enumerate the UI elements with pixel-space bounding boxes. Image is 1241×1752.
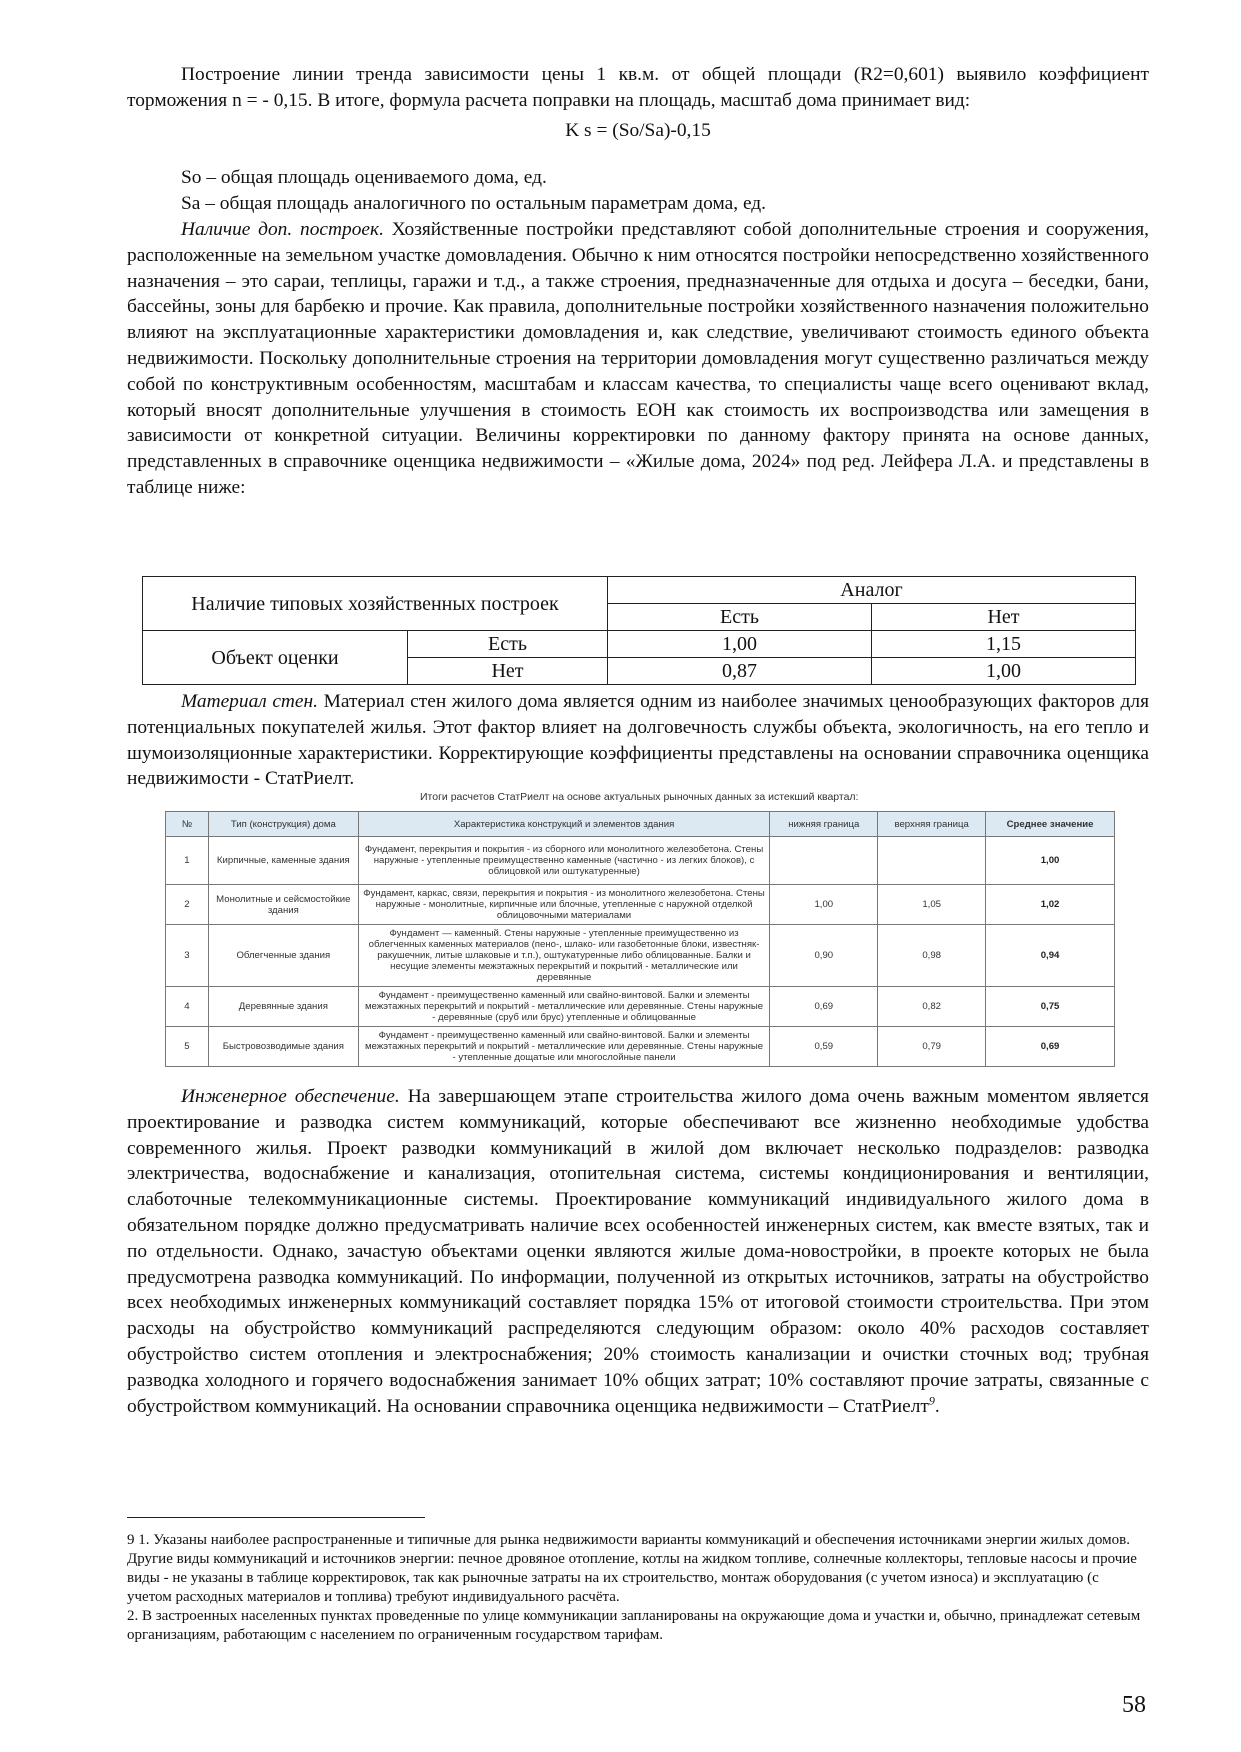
- average-value: 0,75: [986, 987, 1115, 1027]
- walls-heading: Материал стен.: [181, 691, 319, 712]
- table1-cell: 1,15: [872, 631, 1136, 658]
- table2-header: №: [166, 812, 209, 837]
- table-row: [166, 925, 1115, 987]
- table-row: [166, 885, 1115, 925]
- table1-cell: 1,00: [608, 631, 872, 658]
- footnote-1: 9 1. Указаны наиболее распространенные и типичные для рынка недвижимости варианты коммуникаций и обеспечения источниками энергии жилых домов. Другие виды коммуникаций и источников энергии: печное дровяное отопление, котлы на жидком топливе, солнечные коллекторы, тепловые насосы и прочие виды - не указаны в таблице корректировок, так как рыночные затраты на их строительство, монтаж оборудования (с учетом износа) и эксплуатацию (с учетом расходных материалов и топлива) требуют индивидуального расчёта.: [127, 1532, 1137, 1605]
- engineering-text: На завершающем этапе строительства жилого дома очень важным моментом является проектирование и разводка систем коммуникаций, которые обеспечивают все жизненно необходимые удобства современного жилья. Проект разводки коммуникаций в жилой дом включает несколько подразделов: разводка электричества, водоснабжение и канализация, отопительная система, системы кондиционирования и вентиляции, слаботочные телекоммуникационные системы. Проектирование коммуникаций индивидуального жилого дома в обязательном порядке должно предусматривать наличие всех особенностей инженерных систем, как вместе взятых, так и по отдельности. Однако, зачастую объектами оценки являются жилые дома-новостройки, в проекте которых не была предусмотрена разводка коммуникаций. По информации, полученной из открытых источников, затраты на обустройство всех необходимых инженерных коммуникаций составляет порядка 15% от итоговой стоимости строительства. При этом расходы на обустройство коммуникаций распределяются следующим образом: около 40% расходов составляет обустройство систем отопления и электроснабжения; 20% стоимость канализации и очистки сточных вод; трубная разводка холодного и горячего водоснабжения занимает 10% общих затрат; 10% составляют прочие затраты, связанные с обустройством коммуникаций. На основании справочника оценщика недвижимости – СтатРиелт: [127, 1086, 1149, 1417]
- outbuildings-text: Хозяйственные постройки представляют собой дополнительные строения и сооружения, расположенные на земельном участке домовладения. Обычно к ним относятся постройки непосредственно хозяйственного назначения – это сараи, теплицы, гаражи и т.д., а также строения, предназначенные для отдыха и досуга – беседки, бани, бассейны, зоны для барбекю и прочие. Как правила, дополнительные постройки хозяйственного назначения положительно влияют на эксплуатационные характеристики домовладения и, как следствие, увеличивают стоимость единого объекта недвижимости. Поскольку дополнительные строения на территории домовладения могут существенно различаться между собой по конструктивным особенностям, масштабам и классам качества, то специалисты чаще всего оценивают вклад, который вносят дополнительные улучшения в стоимость ЕОН как стоимость их воспроизводства или замещения в зависимости от конкретной ситуации. Величины корректировки по данному фактору принята на основе данных, представленных в справочнике оценщика недвижимости – «Жилые дома, 2024» под ред. Лейфера Л.А. и представлены в таблице ниже:: [127, 218, 1149, 498]
- wall-material-table: [165, 811, 1115, 1067]
- upper-bound: 1,05: [878, 885, 986, 925]
- row-number: 3: [166, 925, 209, 987]
- upper-bound: 0,79: [878, 1027, 986, 1067]
- construction-description: Фундамент - преимущественно каменный или свайно-винтовой. Балки и элементы межэтажных перекрытий и покрытий - металлические или деревянные. Стены наружные - деревянные (сруб или брус) утепленные и облицованные: [358, 987, 770, 1027]
- walls-section: [127, 689, 1149, 792]
- table1-analog-header: Аналог: [608, 577, 1136, 604]
- table1-row-group: Объект оценки: [143, 631, 408, 685]
- house-type: Быстровозводимые здания: [208, 1027, 358, 1067]
- average-value: 1,02: [986, 885, 1115, 925]
- construction-description: Фундамент, каркас, связи, перекрытия и покрытия - из монолитного железобетона. Стены наружные - монолитные, кирпичные или блочные, утепленные с наружной отделкой облицовочными материалами: [358, 885, 770, 925]
- row-number: 5: [166, 1027, 209, 1067]
- table1-row-label: Нет: [408, 658, 608, 685]
- formula: K s = (So/Sa)-0,15: [565, 119, 711, 141]
- footnote-2: 2. В застроенных населенных пунктах проведенные по улице коммуникации запланированы на окружающие дома и участки и, обычно, принадлежат сетевым организациям, работающим с населением по ограниченным государством тарифам.: [127, 1608, 1141, 1643]
- table2-caption: Итоги расчетов СтатРиелт на основе актуальных рыночных данных за истекший квартал:: [420, 791, 859, 803]
- average-value: 1,00: [986, 837, 1115, 885]
- row-number: 4: [166, 987, 209, 1027]
- table2-header: верхняя граница: [878, 812, 986, 837]
- house-type: Облегченные здания: [208, 925, 358, 987]
- table2-header: Тип (конструкция) дома: [208, 812, 358, 837]
- lower-bound: 0,90: [770, 925, 878, 987]
- table-row: [166, 987, 1115, 1027]
- legend-so: So – общая площадь оцениваемого дома, ед.: [181, 167, 547, 189]
- outbuildings-table: [142, 576, 1136, 685]
- construction-description: Фундамент — каменный. Стены наружные - утепленные преимущественно из облегченных каменных материалов (пено-, шлако- или газобетонные блоки, известняк-ракушечник, литые шлаковые и т.п.), оштукатуренные либо облицованные. Балки и несущие элементы межэтажных перекрытий и покрытий - металлические или деревянные: [358, 925, 770, 987]
- engineering-section: [127, 1084, 1149, 1419]
- average-value: 0,69: [986, 1027, 1115, 1067]
- row-number: 2: [166, 885, 209, 925]
- engineering-paragraph: [127, 1084, 1149, 1419]
- table1-row-label: Есть: [408, 631, 608, 658]
- upper-bound: 0,82: [878, 987, 986, 1027]
- table1-cell: 1,00: [872, 658, 1136, 685]
- construction-description: Фундамент - преимущественно каменный или свайно-винтовой. Балки и элементы межэтажных перекрытий и покрытий - металлические или деревянные. Стены наружные - утепленные дощатые или многослойные панели: [358, 1027, 770, 1067]
- table-row: [166, 1027, 1115, 1067]
- legend-sa: Sa – общая площадь аналогичного по остальным параметрам дома, ед.: [181, 193, 767, 215]
- table1-col-yes: Есть: [608, 604, 872, 631]
- footnote-reference[interactable]: 9: [928, 1393, 935, 1408]
- table1-cell: 0,87: [608, 658, 872, 685]
- table1-col-no: Нет: [872, 604, 1136, 631]
- table2-header: нижняя граница: [770, 812, 878, 837]
- engineering-end: .: [934, 1395, 940, 1417]
- intro-paragraph: Построение линии тренда зависимости цены 1 кв.м. от общей площади (R2=0,601) выявило коэффициент торможения n = - 0,15. В итоге, формула расчета поправки на площадь, масштаб дома принимает вид:: [127, 64, 1149, 111]
- table-row: [166, 837, 1115, 885]
- table2-header: Характеристика конструкций и элементов здания: [358, 812, 770, 837]
- house-type: Деревянные здания: [208, 987, 358, 1027]
- table1-corner: Наличие типовых хозяйственных построек: [143, 577, 608, 631]
- row-number: 1: [166, 837, 209, 885]
- table2-header: Среднее значение: [986, 812, 1115, 837]
- footnote-separator: [127, 1517, 425, 1518]
- walls-paragraph: [127, 689, 1149, 792]
- construction-description: Фундамент, перекрытия и покрытия - из сборного или монолитного железобетона. Стены наружные - утепленные преимущественно каменные (частично - из легких блоков), с облицовкой или оштукатуренные): [358, 837, 770, 885]
- walls-text: Материал стен жилого дома является одним из наиболее значимых ценообразующих факторов для потенциальных покупателей жилья. Этот фактор влияет на долговечность службы объекта, экологичность, на его тепло и шумоизоляционные характеристики. Корректирующие коэффициенты представлены на основании справочника оценщика недвижимости - СтатРиелт.: [127, 691, 1149, 790]
- engineering-heading: Инженерное обеспечение.: [181, 1086, 400, 1107]
- lower-bound: 0,69: [770, 987, 878, 1027]
- lower-bound: 0,59: [770, 1027, 878, 1067]
- upper-bound: 0,98: [878, 925, 986, 987]
- outbuildings-paragraph: [127, 217, 1149, 501]
- lower-bound: 1,00: [770, 885, 878, 925]
- lower-bound: [770, 837, 878, 885]
- outbuildings-heading: Наличие доп. построек.: [181, 218, 384, 240]
- page-number: 58: [1122, 1692, 1146, 1718]
- footnotes: [127, 1531, 1147, 1645]
- house-type: Монолитные и сейсмостойкие здания: [208, 885, 358, 925]
- intro-section: [127, 62, 1149, 501]
- house-type: Кирпичные, каменные здания: [208, 837, 358, 885]
- upper-bound: [878, 837, 986, 885]
- average-value: 0,94: [986, 925, 1115, 987]
